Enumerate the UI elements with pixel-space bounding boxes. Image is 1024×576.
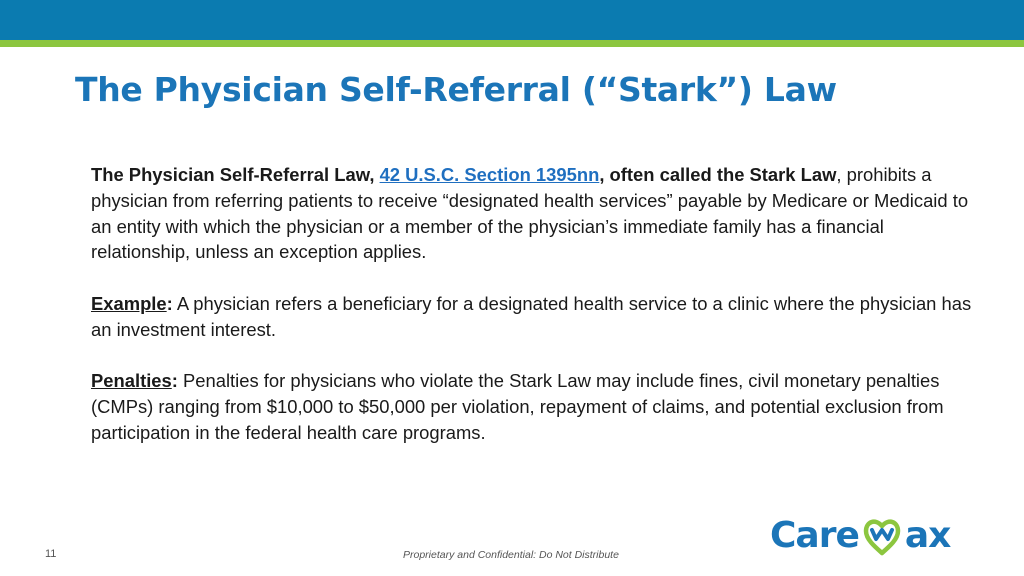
example-label: Example	[91, 292, 167, 314]
paragraph-lead: The Physician Self-Referral Law,	[91, 164, 380, 185]
paragraph-example	[91, 291, 981, 343]
page-number: 11	[45, 548, 57, 560]
header-blue-band	[0, 0, 1024, 40]
paragraph-stark-law	[91, 162, 981, 265]
paragraph-penalties	[91, 368, 981, 445]
slide-title: The Physician Self-Referral (“Stark”) Law	[75, 70, 837, 109]
heart-m-icon	[860, 513, 904, 557]
statute-link[interactable]: 42 U.S.C. Section 1395nn	[379, 164, 600, 185]
paragraph-text: , prohibits a physician from referring patients to receive “designated health services” payable by Medicare or Medicaid to an entity with which the physician or a member of the physician’s immediate family has a financial relationship, unless an exception applies.	[91, 164, 969, 263]
example-colon: :	[166, 292, 173, 314]
logo-text-ax: ax	[904, 514, 951, 556]
example-text: A physician refers a beneficiary for a designated health service to a clinic where the physician has an investment interest.	[91, 292, 972, 340]
slide-body	[91, 162, 981, 472]
penalties-colon: :	[171, 370, 178, 392]
penalties-text: Penalties for physicians who violate the Stark Law may include fines, civil monetary penalties (CMPs) ranging from $10,000 to $50,000 per violation, repayment of claims, and potential exclusion from participation in the federal health care programs.	[91, 370, 944, 443]
penalties-label: Penalties	[91, 370, 172, 392]
paragraph-lead-suffix: , often called the Stark Law	[599, 164, 837, 185]
header-green-band	[0, 40, 1024, 47]
logo-text-care: Care	[770, 514, 859, 556]
footer-confidential: Proprietary and Confidential: Do Not Distribute	[403, 549, 619, 561]
caremax-logo	[770, 510, 970, 560]
